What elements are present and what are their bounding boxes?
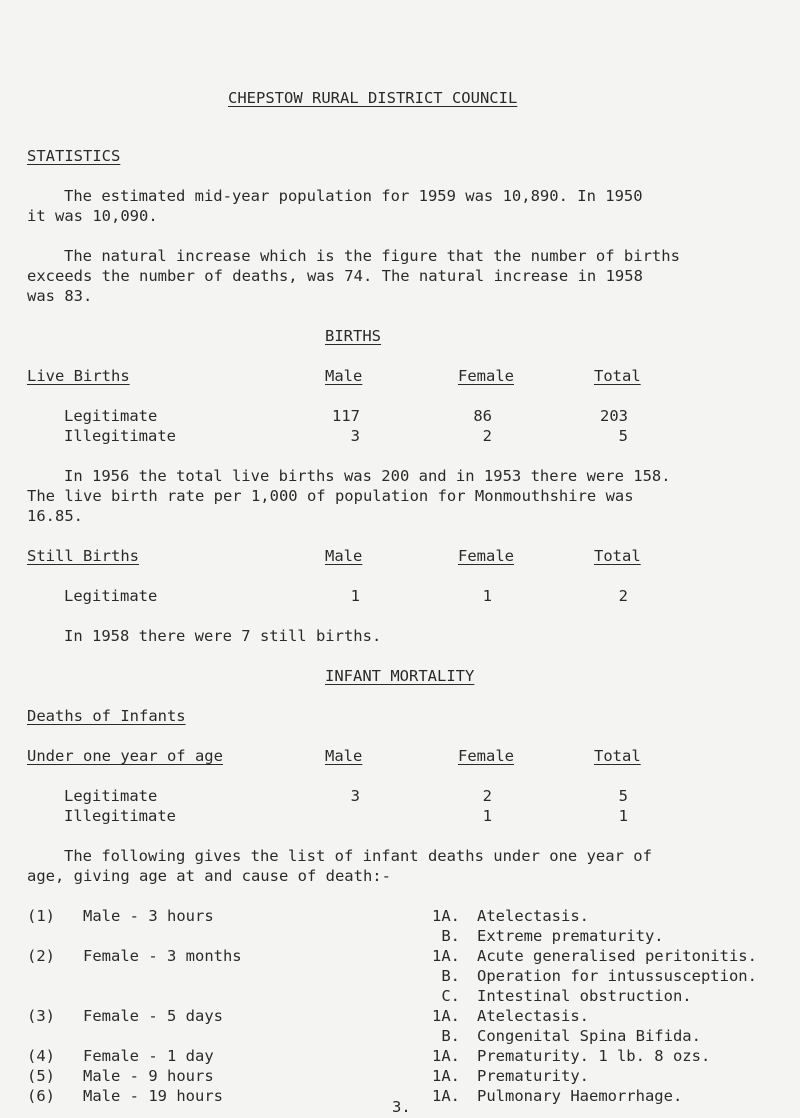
death-list-intro-line-2: age, giving age at and cause of death:-: [27, 867, 391, 885]
live-births-col-female: Female: [458, 367, 514, 385]
cause-code: C.: [441, 987, 460, 1005]
deaths-of-infants-heading: Deaths of Infants: [27, 707, 186, 725]
under-one-col-total: Total: [594, 747, 641, 765]
cause-code: 1A.: [432, 947, 460, 965]
infant-mortality-heading: INFANT MORTALITY: [325, 667, 475, 685]
natural-increase-line-1: The natural increase which is the figure that the number of births: [64, 247, 680, 265]
statistics-heading: STATISTICS: [27, 147, 121, 165]
still-births-col-female: Female: [458, 547, 514, 565]
live-births-row-label: Legitimate: [64, 407, 158, 425]
live-births-cell: 5: [618, 427, 628, 445]
still-births-row-label: Legitimate: [64, 587, 158, 605]
death-subject: Female - 1 day: [83, 1047, 214, 1065]
births-heading: BIRTHS: [325, 327, 381, 345]
still-births-note: In 1958 there were 7 still births.: [64, 627, 382, 645]
natural-increase-line-2: exceeds the number of deaths, was 74. The natural increase in 1958: [27, 267, 643, 285]
live-births-cell: 86: [473, 407, 492, 425]
under-one-cell: 5: [618, 787, 628, 805]
live-births-row-label: Illegitimate: [64, 427, 176, 445]
live-births-label: Live Births: [27, 367, 130, 385]
cause-text: Prematurity.: [477, 1067, 589, 1085]
cause-text: Operation for intussusception.: [477, 967, 757, 985]
under-one-cell: 2: [482, 787, 492, 805]
cause-text: Atelectasis.: [477, 907, 589, 925]
births-note-line-2: The live birth rate per 1,000 of population for Monmouthshire was: [27, 487, 634, 505]
live-births-cell: 3: [350, 427, 360, 445]
still-births-cell: 1: [482, 587, 492, 605]
cause-text: Pulmonary Haemorrhage.: [477, 1087, 683, 1105]
cause-text: Congenital Spina Bifida.: [477, 1027, 701, 1045]
under-one-col-male: Male: [325, 747, 363, 765]
cause-code: B.: [441, 927, 460, 945]
births-note-line-1: In 1956 the total live births was 200 and in 1953 there were 158.: [64, 467, 671, 485]
still-births-col-total: Total: [594, 547, 641, 565]
cause-text: Atelectasis.: [477, 1007, 589, 1025]
still-births-cell: 1: [350, 587, 360, 605]
cause-code: 1A.: [432, 907, 460, 925]
cause-text: Intestinal obstruction.: [477, 987, 692, 1005]
death-list-intro-line-1: The following gives the list of infant deaths under one year of: [64, 847, 652, 865]
under-one-cell: 1: [482, 807, 492, 825]
still-births-cell: 2: [618, 587, 628, 605]
cause-code: B.: [441, 967, 460, 985]
death-subject: Male - 9 hours: [83, 1067, 214, 1085]
live-births-col-male: Male: [325, 367, 363, 385]
cause-code: 1A.: [432, 1087, 460, 1105]
still-births-label: Still Births: [27, 547, 139, 565]
cause-code: B.: [441, 1027, 460, 1045]
death-number: (6): [27, 1087, 55, 1105]
death-subject: Female - 5 days: [83, 1007, 223, 1025]
under-one-label: Under one year of age: [27, 747, 223, 765]
births-note-line-3: 16.85.: [27, 507, 83, 525]
under-one-cell: 1: [618, 807, 628, 825]
under-one-row-label: Legitimate: [64, 787, 158, 805]
still-births-col-male: Male: [325, 547, 363, 565]
death-subject: Male - 3 hours: [83, 907, 214, 925]
death-number: (1): [27, 907, 55, 925]
live-births-col-total: Total: [594, 367, 641, 385]
natural-increase-line-3: was 83.: [27, 287, 93, 305]
death-number: (2): [27, 947, 55, 965]
cause-code: 1A.: [432, 1067, 460, 1085]
live-births-cell: 117: [332, 407, 360, 425]
under-one-cell: 3: [350, 787, 360, 805]
page-number: 3.: [392, 1098, 411, 1116]
population-line-2: it was 10,090.: [27, 207, 158, 225]
death-number: (5): [27, 1067, 55, 1085]
council-title: CHEPSTOW RURAL DISTRICT COUNCIL: [228, 89, 518, 107]
death-subject: Male - 19 hours: [83, 1087, 223, 1105]
cause-code: 1A.: [432, 1047, 460, 1065]
cause-text: Acute generalised peritonitis.: [477, 947, 757, 965]
cause-text: Extreme prematurity.: [477, 927, 664, 945]
death-subject: Female - 3 months: [83, 947, 242, 965]
death-number: (4): [27, 1047, 55, 1065]
live-births-cell: 2: [482, 427, 492, 445]
under-one-col-female: Female: [458, 747, 514, 765]
cause-code: 1A.: [432, 1007, 460, 1025]
under-one-row-label: Illegitimate: [64, 807, 176, 825]
death-number: (3): [27, 1007, 55, 1025]
live-births-cell: 203: [600, 407, 628, 425]
population-line-1: The estimated mid-year population for 1959 was 10,890. In 1950: [64, 187, 643, 205]
cause-text: Prematurity. 1 lb. 8 ozs.: [477, 1047, 711, 1065]
